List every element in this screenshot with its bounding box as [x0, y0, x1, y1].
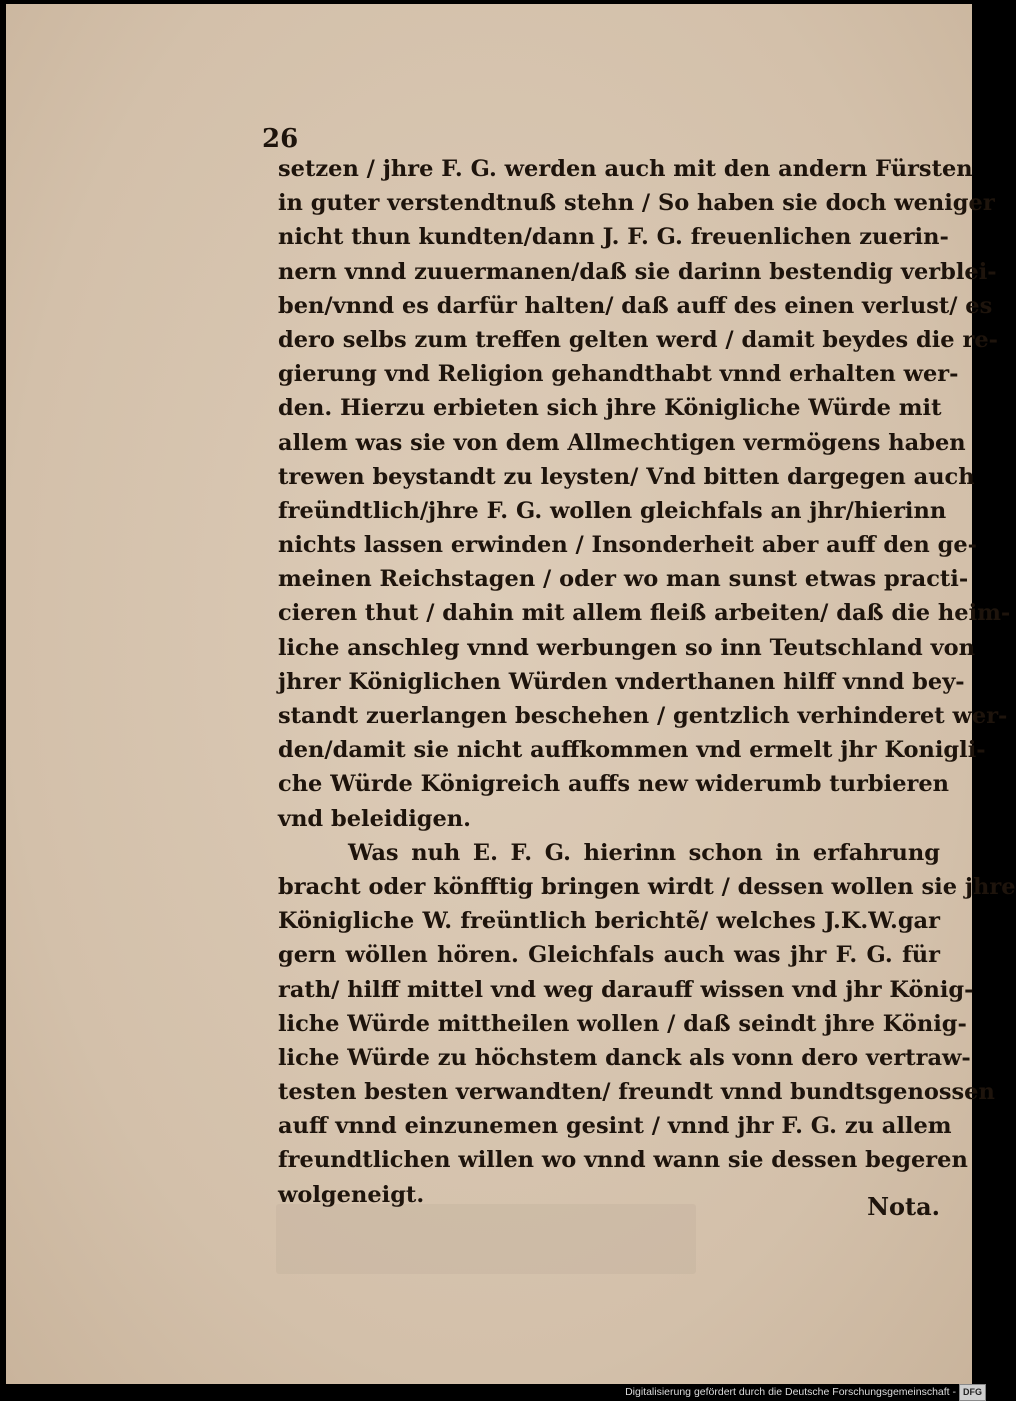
text-line: dero selbs zum treffen gelten werd / damit beydes die re- [278, 326, 998, 353]
text-line: cieren thut / dahin mit allem fleiß arbeiten/ daß die heim- [278, 600, 1011, 627]
text-line: Was nuh E. F. G. hierinn schon in erfahrung [348, 839, 940, 866]
text-line: setzen / jhre F. G. werden auch mit den andern Fürsten [278, 156, 973, 182]
footer-text: Digitalisierung gefördert durch die Deutsche Forschungsgemeinschaft - [625, 1386, 956, 1398]
text-line: standt zuerlangen beschehen / gentzlich verhinderet wer- [278, 703, 1008, 729]
text-line: in guter verstendtnuß stehn / So haben sie doch weniger [278, 190, 995, 217]
text-line: freundtlichen willen wo vnnd wann sie dessen begeren [278, 1147, 968, 1174]
text-line: Königliche W. freüntlich berichtẽ/ welches J.K.W.gar [278, 908, 940, 935]
catchword: Nota. [867, 1192, 940, 1221]
text-line: liche Würde mittheilen wollen / daß seindt jhre König- [278, 1010, 967, 1037]
text-line: gern wöllen hören. Gleichfals auch was jhr F. G. für [278, 942, 940, 969]
text-line: allem was sie von dem Allmechtigen vermögens haben [278, 429, 966, 456]
text-line: wolgeneigt. [278, 1181, 425, 1208]
text-line: den/damit sie nicht auffkommen vnd ermelt jhr Konigli- [278, 737, 986, 764]
text-line: nern vnnd zuuermanen/daß sie darinn bestendig verblei- [278, 258, 997, 285]
text-line: meinen Reichstagen / oder wo man sunst etwas practi- [278, 566, 969, 593]
digitization-footer [625, 1384, 986, 1401]
text-line: liche anschleg vnnd werbungen so inn Teutschland von [278, 634, 976, 661]
text-line: che Würde Königreich auffs new widerumb turbieren [278, 771, 950, 798]
text-line: den. Hierzu erbieten sich jhre Königliche Würde mit [278, 395, 942, 422]
text-line: freündtlich/jhre F. G. wollen gleichfals an jhr/hierinn [278, 497, 947, 524]
text-line: nichts lassen erwinden / Insonderheit aber auff den ge- [278, 532, 978, 559]
text-line: nicht thun kundten/dann J. F. G. freuenlichen zuerin- [278, 224, 949, 251]
page-number: 26 [262, 124, 299, 154]
text-line: auff vnnd einzunemen gesint / vnnd jhr F. G. zu allem [278, 1113, 952, 1140]
text-line: gierung vnd Religion gehandthabt vnnd erhalten wer- [278, 361, 959, 388]
text-line: liche Würde zu höchstem danck als vonn dero vertraw- [278, 1044, 971, 1071]
dfg-logo: DFG [959, 1384, 986, 1401]
bleed-through-shadow [276, 1204, 696, 1274]
text-line: rath/ hilff mittel vnd weg darauff wissen vnd jhr König- [278, 976, 974, 1003]
text-line: testen besten verwandten/ freundt vnnd bundtsgenossen [278, 1079, 995, 1106]
text-line: ben/vnnd es darfür halten/ daß auff des einen verlust/ es [278, 292, 993, 319]
text-line: vnd beleidigen. [278, 805, 471, 832]
text-line: trewen beystandt zu leysten/ Vnd bitten dargegen auch [278, 463, 975, 490]
text-line: bracht oder könfftig bringen wirdt / dessen wollen sie jhre [278, 873, 1016, 900]
text-line: jhrer Königlichen Würden vnderthanen hilff vnnd bey- [278, 668, 965, 695]
text-block [278, 152, 1016, 1212]
